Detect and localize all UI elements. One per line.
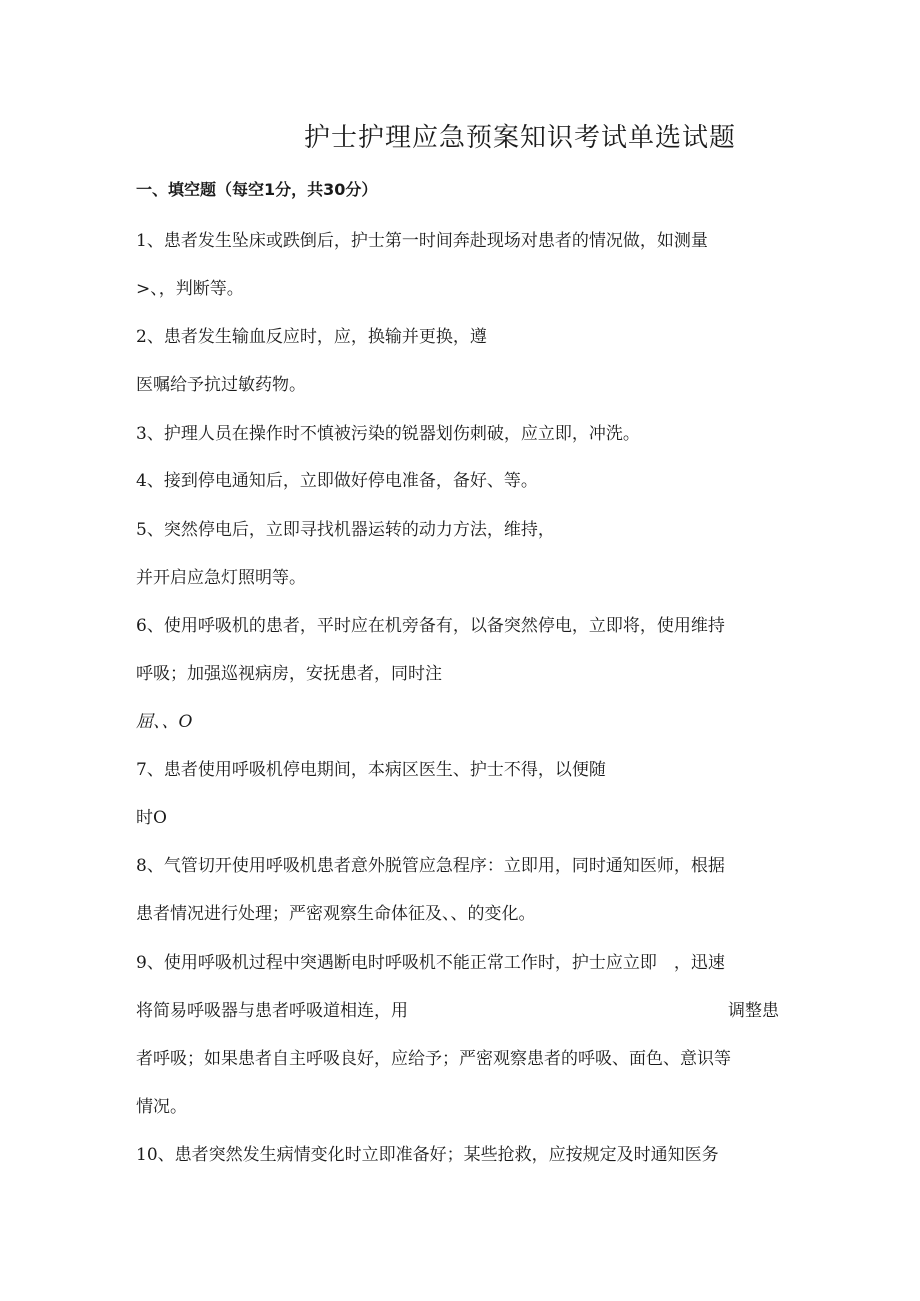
section-heading: 一、填空题（每空1分，共30分） bbox=[136, 180, 378, 199]
question-line: 患者情况进行处理；严密观察生命体征及、、的变化。 bbox=[136, 904, 536, 924]
question-line: 呼吸；加强巡视病房，安抚患者，同时注 bbox=[136, 664, 442, 684]
question-line: 将简易呼吸器与患者呼吸道相连，用 bbox=[136, 1001, 408, 1021]
question-line: 3、护理人员在操作时不慎被污染的锐器划伤刺破，应立即，冲洗。 bbox=[136, 424, 640, 444]
question-line: 屈、、O bbox=[136, 712, 193, 732]
document-title: 护士护理应急预案知识考试单选试题 bbox=[304, 123, 737, 153]
question-line: 8、气管切开使用呼吸机患者意外脱管应急程序：立即用，同时通知医师，根据 bbox=[136, 856, 725, 876]
question-line: 2、患者发生输血反应时，应，换输并更换，遵 bbox=[136, 327, 487, 347]
question-line: 情况。 bbox=[136, 1097, 187, 1117]
question-line: 5、突然停电后，立即寻找机器运转的动力方法，维持， bbox=[136, 520, 555, 540]
question-line: 9、使用呼吸机过程中突遇断电时呼吸机不能正常工作时，护士应立即 ，迅速 bbox=[136, 953, 725, 973]
question-line: 时O bbox=[136, 808, 167, 828]
question-line-right-fragment: 调整患 bbox=[728, 1001, 779, 1021]
question-line: 4、接到停电通知后，立即做好停电准备，备好、等。 bbox=[136, 471, 538, 491]
question-line: 10、患者突然发生病情变化时立即准备好；某些抢救，应按规定及时通知医务 bbox=[136, 1145, 719, 1165]
question-line: 1、患者发生坠床或跌倒后，护士第一时间奔赴现场对患者的情况做，如测量 bbox=[136, 231, 708, 251]
question-line: >、，判断等。 bbox=[136, 279, 244, 299]
question-line: 6、使用呼吸机的患者，平时应在机旁备有，以备突然停电，立即将，使用维持 bbox=[136, 616, 725, 636]
question-line: 者呼吸；如果患者自主呼吸良好，应给予；严密观察患者的呼吸、面色、意识等 bbox=[136, 1049, 731, 1069]
question-line: 7、患者使用呼吸机停电期间，本病区医生、护士不得，以便随 bbox=[136, 760, 606, 780]
question-line: 并开启应急灯照明等。 bbox=[136, 568, 306, 588]
question-line: 医嘱给予抗过敏药物。 bbox=[136, 375, 306, 395]
